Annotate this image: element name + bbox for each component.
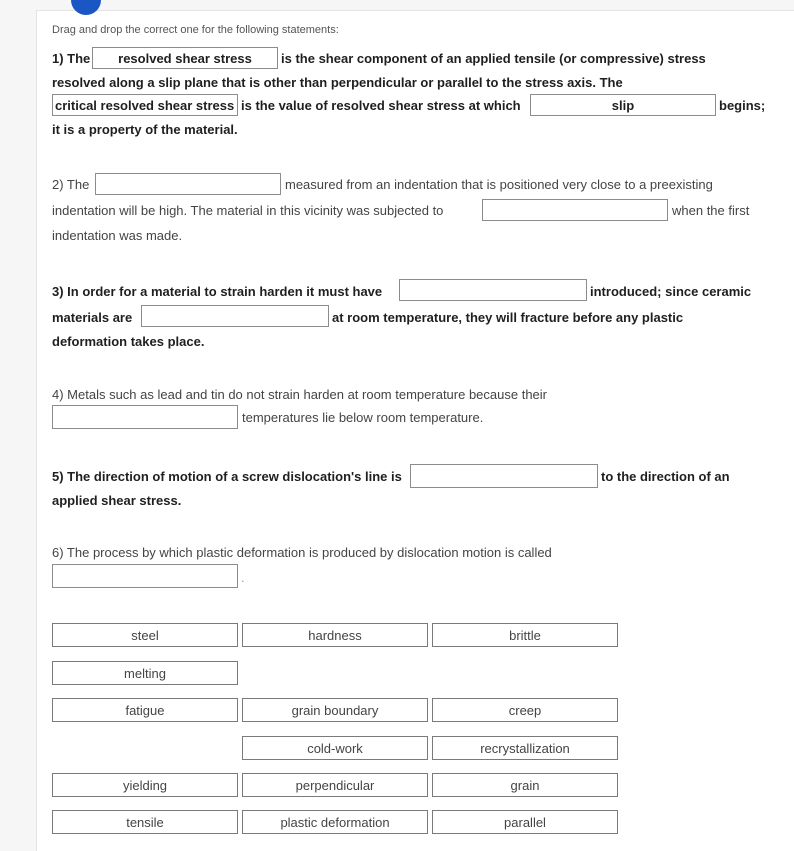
- q5-text-1: 5) The direction of motion of a screw dislocation's line is: [52, 469, 402, 484]
- q1-text-5: begins;: [719, 98, 766, 113]
- q1-text-1: 1) The: [52, 51, 91, 66]
- word-tile-grain[interactable]: grain: [432, 773, 618, 797]
- q6-text-1: 6) The process by which plastic deformation is produced by dislocation motion is called: [52, 545, 552, 560]
- q1-text-2: is the shear component of an applied tensile (or compressive) stress: [281, 51, 706, 66]
- q2-text-3: indentation will be high. The material in this vicinity was subjected to: [52, 203, 444, 218]
- word-tile-brittle[interactable]: brittle: [432, 623, 618, 647]
- q2-text-5: indentation was made.: [52, 228, 183, 243]
- question-badge: [71, 0, 101, 15]
- word-tile-cold-work[interactable]: cold-work: [242, 736, 428, 760]
- q4-text-2: temperatures lie below room temperature.: [242, 410, 484, 425]
- q2-drop-zone-2[interactable]: [482, 199, 668, 221]
- word-tile-hardness[interactable]: hardness: [242, 623, 428, 647]
- word-tile-parallel[interactable]: parallel: [432, 810, 618, 834]
- word-tile-fatigue[interactable]: fatigue: [52, 698, 238, 722]
- word-tile-steel[interactable]: steel: [52, 623, 238, 647]
- q5-drop-zone[interactable]: [410, 464, 598, 488]
- q1-drop-zone-3[interactable]: slip: [530, 94, 716, 116]
- q4-text-1: 4) Metals such as lead and tin do not strain harden at room temperature because their: [52, 387, 548, 402]
- q3-text-3: materials are: [52, 310, 133, 325]
- q5-text-2: to the direction of an: [601, 469, 730, 484]
- word-tile-yielding[interactable]: yielding: [52, 773, 238, 797]
- q3-text-5: deformation takes place.: [52, 334, 205, 349]
- q1-drop-zone-1[interactable]: resolved shear stress: [92, 47, 278, 69]
- q3-text-1: 3) In order for a material to strain harden it must have: [52, 284, 383, 299]
- q1-text-3: resolved along a slip plane that is other than perpendicular or parallel to the stress axis. The: [52, 75, 623, 90]
- q2-drop-zone-1[interactable]: [95, 173, 281, 195]
- word-tile-melting[interactable]: melting: [52, 661, 238, 685]
- word-tile-grain-boundary[interactable]: grain boundary: [242, 698, 428, 722]
- word-tile-tensile[interactable]: tensile: [52, 810, 238, 834]
- q3-text-2: introduced; since ceramic: [590, 284, 752, 299]
- q2-text-1: 2) The: [52, 177, 90, 192]
- q2-text-4: when the first: [672, 203, 750, 218]
- instructions: Drag and drop the correct one for the following statements:: [52, 24, 339, 36]
- q1-drop-zone-2[interactable]: critical resolved shear stress: [52, 94, 238, 116]
- q3-drop-zone-2[interactable]: [141, 305, 329, 327]
- word-tile-plastic-deformation[interactable]: plastic deformation: [242, 810, 428, 834]
- word-tile-recrystallization[interactable]: recrystallization: [432, 736, 618, 760]
- q5-text-3: applied shear stress.: [52, 493, 182, 508]
- word-tile-perpendicular[interactable]: perpendicular: [242, 773, 428, 797]
- q6-drop-zone[interactable]: [52, 564, 238, 588]
- q4-drop-zone[interactable]: [52, 405, 238, 429]
- q1-text-6: it is a property of the material.: [52, 122, 238, 137]
- q6-period: .: [241, 570, 245, 585]
- q3-drop-zone-1[interactable]: [399, 279, 587, 301]
- q3-text-4: at room temperature, they will fracture before any plastic: [332, 310, 684, 325]
- q1-text-4: is the value of resolved shear stress at which: [241, 98, 521, 113]
- q2-text-2: measured from an indentation that is positioned very close to a preexisting: [285, 177, 713, 192]
- word-tile-creep[interactable]: creep: [432, 698, 618, 722]
